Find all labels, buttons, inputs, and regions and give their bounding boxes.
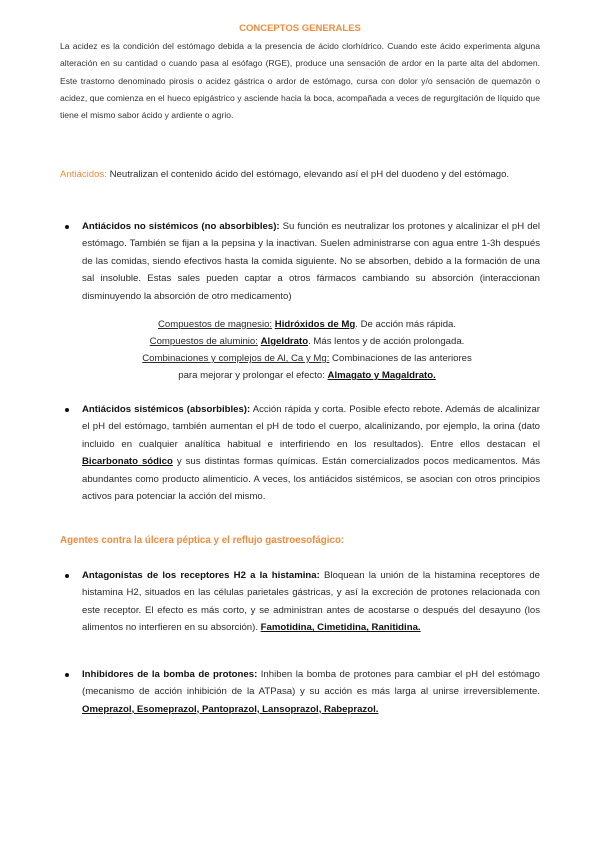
no-sistemicos-heading: Antiácidos no sistémicos (no absorbibles): xyxy=(82,221,280,232)
page-title: CONCEPTOS GENERALES xyxy=(239,23,361,34)
intro-paragraph: La acidez es la condición del estómago debida a la presencia de ácido clorhídrico. Cuando este ácido experimenta alguna alteración en su cantidad o cuando pasa al esófago (RGE), produce una sensación de ardor en la parte alta del abdomen. Este trastorno denominado pirosis o acidez gástrica o ardor de estómago, cursa con dolor y/o sensación de quemazón o acidez, que comienza en el hueco epigástrico y asciende hacia la boca, acompañada a veces de regurgitación de líquido que tiene el mismo sabor ácido y ardiente o agrio. xyxy=(60,41,540,121)
h2-heading: Antagonistas de los receptores H2 a la histamina: xyxy=(82,570,320,581)
magnesio-text: . De acción más rápida. xyxy=(355,319,457,330)
list-item-no-sistemicos xyxy=(60,218,540,305)
aluminio-label: Compuestos de aluminio: xyxy=(149,336,258,347)
h2-drugs: Famotidina, Cimetidina, Ranitidina. xyxy=(260,622,421,634)
h2-text: Bloquean la unión de la histamina receptores de histamina H2, situados en las células parietales gástricas, y así la excreción de protones relacionada con este receptor. El efecto es más corto, y se administran antes de acostarse o después del desayuno (los alimentos no interfieren en su absorción). xyxy=(82,570,540,634)
list-item-ibp xyxy=(60,666,540,718)
sistemicos-drug: Bicarbonato sódico xyxy=(82,456,173,468)
magnesio-label: Compuestos de magnesio: xyxy=(157,319,273,330)
sistemicos-text-2: y sus distintas formas químicas. Están comercializados pocos medicamentos. Más abundantes como producto alimenticio. A veces, los antiácidos sistémicos, se asocian con otros principios activos para potenciar la acción del mismo. xyxy=(82,456,540,503)
bullet-dot xyxy=(65,673,69,677)
ibp-heading: Inhibidores de la bomba de protones: xyxy=(82,669,258,680)
combo-line-2 xyxy=(74,367,540,384)
ibp-drugs: Omeprazol, Esomeprazol, Pantoprazol, Lansoprazol, Rabeprazol. xyxy=(82,703,379,715)
antiacidos-text: Neutralizan el contenido ácido del estómago, elevando así el pH del duodeno y del estómago. xyxy=(106,169,510,180)
list-item-sistemicos xyxy=(60,401,540,505)
sistemicos-heading: Antiácidos sistémicos (absorbibles): xyxy=(82,404,251,415)
bullet-dot xyxy=(65,574,69,578)
aluminio-text: . Más lentos y de acción prolongada. xyxy=(308,336,465,347)
sistemicos-text-1: Acción rápida y corta. Posible efecto rebote. Además de alcalinizar el pH del estómago, también aumentan el pH de todo el cuerpo, alcalinizando, por ejemplo, la orina (dato incluido en cualquier analítica habitual e interfiriendo en los resultados). Entre ellos destacan el xyxy=(82,404,541,450)
aluminio-drug: Algeldrato xyxy=(260,336,309,347)
combo-text: Combinaciones de las anteriores xyxy=(329,353,472,364)
combo-text-2: para mejorar y prolongar el efecto: xyxy=(178,370,328,381)
combo-drug: Almagato y Magaldrato. xyxy=(327,370,436,381)
magnesio-drug: Hidróxidos de Mg xyxy=(274,319,356,330)
bullet-dot xyxy=(65,225,69,229)
ibp-text: Inhiben la bomba de protones para cambiar el pH del estómago (mecanismo de acción inhibición de la ATPasa) y su acción es más larga al unirse irreversiblemente. xyxy=(82,669,540,698)
bullet-dot xyxy=(65,408,69,412)
no-sistemicos-text: Su función es neutralizar los protones y alcalinizar el pH del estómago. También se fijan a la pepsina y la inactivan. Suelen administrarse con agua entre 1-3h después de las comidas, siendo efectivos hasta la comida siguiente. No se absorben, debido a la formación de una sal insoluble. Estas sales pueden captar a otros fármacos cambiando su absorción (interaccionan disminuyendo la absorción de otro medicamento) xyxy=(82,221,540,302)
magnesio-line xyxy=(74,316,540,333)
antiacidos-paragraph xyxy=(60,166,540,183)
aluminio-line xyxy=(74,333,540,350)
combo-line xyxy=(74,350,540,367)
agentes-heading: Agentes contra la úlcera péptica y el reflujo gastroesofágico: xyxy=(60,535,345,546)
list-item-h2 xyxy=(60,567,540,637)
combo-label: Combinaciones y complejos de Al, Ca y Mg: xyxy=(142,353,330,364)
antiacidos-label: Antiácidos: xyxy=(60,169,107,180)
